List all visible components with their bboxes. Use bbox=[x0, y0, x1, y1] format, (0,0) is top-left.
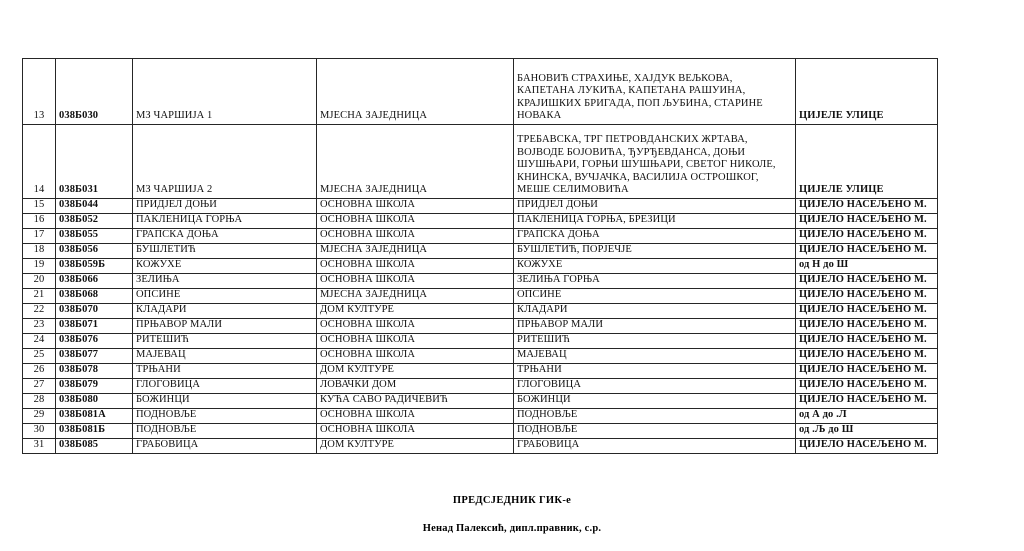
cell-name: КЛАДАРИ bbox=[133, 304, 317, 319]
cell-name: МЗ ЧАРШИЈА 2 bbox=[133, 125, 317, 199]
cell-streets: ОПСИНЕ bbox=[514, 289, 796, 304]
cell-code: 038Б059Б bbox=[56, 259, 133, 274]
cell-name: ЗЕЛИЊА bbox=[133, 274, 317, 289]
cell-name: КОЖУХЕ bbox=[133, 259, 317, 274]
cell-code: 038Б081А bbox=[56, 409, 133, 424]
table-row bbox=[23, 214, 938, 229]
cell-code: 038Б055 bbox=[56, 229, 133, 244]
cell-streets: КОЖУХЕ bbox=[514, 259, 796, 274]
cell-place: ДОМ КУЛТУРЕ bbox=[317, 304, 514, 319]
cell-place: МЈЕСНА ЗАЈЕДНИЦА bbox=[317, 59, 514, 125]
cell-name: РИТЕШИЋ bbox=[133, 334, 317, 349]
footer-signatory: Ненад Палексић, дипл.правник, с.р. bbox=[422, 523, 602, 534]
cell-name: БУШЛЕТИЋ bbox=[133, 244, 317, 259]
cell-place: ОСНОВНА ШКОЛА bbox=[317, 199, 514, 214]
cell-place: ДОМ КУЛТУРЕ bbox=[317, 439, 514, 454]
cell-place: ЛОВАЧКИ ДОМ bbox=[317, 379, 514, 394]
table-row bbox=[23, 394, 938, 409]
table-row bbox=[23, 349, 938, 364]
cell-code: 038Б066 bbox=[56, 274, 133, 289]
cell-name: ПАКЛЕНИЦА ГОРЊА bbox=[133, 214, 317, 229]
cell-name: ГРАПСКА ДОЊА bbox=[133, 229, 317, 244]
cell-streets: ТРЊАНИ bbox=[514, 364, 796, 379]
table-row bbox=[23, 199, 938, 214]
table-body bbox=[23, 59, 938, 454]
cell-place: ОСНОВНА ШКОЛА bbox=[317, 409, 514, 424]
cell-scope: ЦИЈЕЛО НАСЕЉЕНО М. bbox=[796, 364, 938, 379]
cell-scope: ЦИЈЕЛЕ УЛИЦЕ bbox=[796, 59, 938, 125]
cell-scope: ЦИЈЕЛО НАСЕЉЕНО М. bbox=[796, 289, 938, 304]
cell-scope: ЦИЈЕЛО НАСЕЉЕНО М. bbox=[796, 394, 938, 409]
cell-code: 038Б070 bbox=[56, 304, 133, 319]
cell-num: 13 bbox=[23, 59, 56, 125]
cell-num: 21 bbox=[23, 289, 56, 304]
cell-name: ПРЊАВОР МАЛИ bbox=[133, 319, 317, 334]
cell-num: 18 bbox=[23, 244, 56, 259]
cell-num: 17 bbox=[23, 229, 56, 244]
cell-num: 23 bbox=[23, 319, 56, 334]
cell-name: ТРЊАНИ bbox=[133, 364, 317, 379]
cell-code: 038Б081Б bbox=[56, 424, 133, 439]
table-row bbox=[23, 334, 938, 349]
cell-streets: БАНОВИЋ СТРАХИЊЕ, ХАЈДУК ВЕЉКОВА, КАПЕТАНА ЛУКИЋА, КАПЕТАНА РАШУИНА, КРАЈИШКИХ БРИГАДА, ПОП ЉУБИНА, СТАРИНЕ НОВАКА bbox=[514, 59, 796, 125]
cell-place: МЈЕСНА ЗАЈЕДНИЦА bbox=[317, 289, 514, 304]
cell-place: МЈЕСНА ЗАЈЕДНИЦА bbox=[317, 244, 514, 259]
cell-code: 038Б056 bbox=[56, 244, 133, 259]
cell-scope: ЦИЈЕЛО НАСЕЉЕНО М. bbox=[796, 199, 938, 214]
cell-scope: од .Љ до Ш bbox=[796, 424, 938, 439]
cell-streets: БОЖИНЦИ bbox=[514, 394, 796, 409]
table-row bbox=[23, 379, 938, 394]
table-row bbox=[23, 59, 938, 125]
cell-num: 20 bbox=[23, 274, 56, 289]
cell-num: 24 bbox=[23, 334, 56, 349]
table-row bbox=[23, 229, 938, 244]
cell-place: КУЋА САВО РАДИЧЕВИЋ bbox=[317, 394, 514, 409]
cell-streets: ЗЕЛИЊА ГОРЊА bbox=[514, 274, 796, 289]
cell-name: ПРИДЈЕЛ ДОЊИ bbox=[133, 199, 317, 214]
cell-scope: од А до .Л bbox=[796, 409, 938, 424]
cell-streets: ГЛОГОВИЦА bbox=[514, 379, 796, 394]
cell-code: 038Б076 bbox=[56, 334, 133, 349]
cell-streets: ТРЕБАВСКА, ТРГ ПЕТРОВДАНСКИХ ЖРТАВА, ВОЈВОДЕ БОЈОВИЋА, ЂУРЂЕВДАНСА, ДОЊИ ШУШЊАРИ, ГОРЊИ ШУШЊАРИ, СВЕТОГ НИКОЛЕ, КНИНСКА, ВУЧЈАЧКА, ВАСИЛИЈА ОСТРОШКОГ, МЕШЕ СЕЛИМОВИЋА bbox=[514, 125, 796, 199]
cell-streets: ПОДНОВЉЕ bbox=[514, 409, 796, 424]
table-row bbox=[23, 259, 938, 274]
cell-name: ГЛОГОВИЦА bbox=[133, 379, 317, 394]
cell-streets: ПАКЛЕНИЦА ГОРЊА, БРЕЗИЦИ bbox=[514, 214, 796, 229]
cell-streets: МАЈЕВАЦ bbox=[514, 349, 796, 364]
cell-scope: ЦИЈЕЛО НАСЕЉЕНО М. bbox=[796, 439, 938, 454]
cell-name: БОЖИНЦИ bbox=[133, 394, 317, 409]
cell-code: 038Б071 bbox=[56, 319, 133, 334]
cell-place: ОСНОВНА ШКОЛА bbox=[317, 319, 514, 334]
cell-streets: ПРИДЈЕЛ ДОЊИ bbox=[514, 199, 796, 214]
cell-scope: ЦИЈЕЛО НАСЕЉЕНО М. bbox=[796, 349, 938, 364]
cell-streets: ПРЊАВОР МАЛИ bbox=[514, 319, 796, 334]
cell-num: 28 bbox=[23, 394, 56, 409]
cell-code: 038Б052 bbox=[56, 214, 133, 229]
cell-scope: ЦИЈЕЛО НАСЕЉЕНО М. bbox=[796, 379, 938, 394]
cell-num: 15 bbox=[23, 199, 56, 214]
table-row bbox=[23, 439, 938, 454]
cell-scope: ЦИЈЕЛО НАСЕЉЕНО М. bbox=[796, 229, 938, 244]
cell-place: ОСНОВНА ШКОЛА bbox=[317, 214, 514, 229]
cell-streets: РИТЕШИЋ bbox=[514, 334, 796, 349]
cell-code: 038Б044 bbox=[56, 199, 133, 214]
cell-scope: ЦИЈЕЛО НАСЕЉЕНО М. bbox=[796, 304, 938, 319]
cell-code: 038Б031 bbox=[56, 125, 133, 199]
table-row bbox=[23, 424, 938, 439]
table-row bbox=[23, 409, 938, 424]
cell-place: ОСНОВНА ШКОЛА bbox=[317, 424, 514, 439]
table-row bbox=[23, 304, 938, 319]
cell-num: 22 bbox=[23, 304, 56, 319]
table-row bbox=[23, 364, 938, 379]
cell-streets: КЛАДАРИ bbox=[514, 304, 796, 319]
cell-place: ОСНОВНА ШКОЛА bbox=[317, 349, 514, 364]
cell-num: 30 bbox=[23, 424, 56, 439]
cell-name: МАЈЕВАЦ bbox=[133, 349, 317, 364]
cell-streets: ГРАБОВИЦА bbox=[514, 439, 796, 454]
cell-name: МЗ ЧАРШИЈА 1 bbox=[133, 59, 317, 125]
cell-scope: ЦИЈЕЛО НАСЕЉЕНО М. bbox=[796, 274, 938, 289]
cell-num: 29 bbox=[23, 409, 56, 424]
cell-num: 27 bbox=[23, 379, 56, 394]
polling-stations-table bbox=[22, 58, 938, 454]
table-row bbox=[23, 274, 938, 289]
cell-scope: ЦИЈЕЛО НАСЕЉЕНО М. bbox=[796, 214, 938, 229]
table-row bbox=[23, 289, 938, 304]
table-row bbox=[23, 244, 938, 259]
cell-code: 038Б080 bbox=[56, 394, 133, 409]
cell-num: 16 bbox=[23, 214, 56, 229]
cell-name: ПОДНОВЉЕ bbox=[133, 409, 317, 424]
cell-place: ДОМ КУЛТУРЕ bbox=[317, 364, 514, 379]
cell-place: МЈЕСНА ЗАЈЕДНИЦА bbox=[317, 125, 514, 199]
table-row bbox=[23, 319, 938, 334]
cell-place: ОСНОВНА ШКОЛА bbox=[317, 229, 514, 244]
cell-place: ОСНОВНА ШКОЛА bbox=[317, 274, 514, 289]
cell-code: 038Б068 bbox=[56, 289, 133, 304]
cell-num: 14 bbox=[23, 125, 56, 199]
cell-code: 038Б078 bbox=[56, 364, 133, 379]
cell-streets: БУШЛЕТИЋ, ПОРЈЕЧЈЕ bbox=[514, 244, 796, 259]
cell-num: 19 bbox=[23, 259, 56, 274]
cell-name: ПОДНОВЉЕ bbox=[133, 424, 317, 439]
cell-scope: ЦИЈЕЛО НАСЕЉЕНО М. bbox=[796, 319, 938, 334]
cell-scope: ЦИЈЕЛО НАСЕЉЕНО М. bbox=[796, 334, 938, 349]
cell-scope: ЦИЈЕЛЕ УЛИЦЕ bbox=[796, 125, 938, 199]
cell-scope: од Н до Ш bbox=[796, 259, 938, 274]
table-row bbox=[23, 125, 938, 199]
cell-num: 25 bbox=[23, 349, 56, 364]
cell-scope: ЦИЈЕЛО НАСЕЉЕНО М. bbox=[796, 244, 938, 259]
cell-num: 31 bbox=[23, 439, 56, 454]
cell-code: 038Б085 bbox=[56, 439, 133, 454]
cell-code: 038Б079 bbox=[56, 379, 133, 394]
cell-code: 038Б030 bbox=[56, 59, 133, 125]
cell-code: 038Б077 bbox=[56, 349, 133, 364]
cell-place: ОСНОВНА ШКОЛА bbox=[317, 334, 514, 349]
cell-num: 26 bbox=[23, 364, 56, 379]
cell-name: ГРАБОВИЦА bbox=[133, 439, 317, 454]
cell-streets: ПОДНОВЉЕ bbox=[514, 424, 796, 439]
cell-name: ОПСИНЕ bbox=[133, 289, 317, 304]
footer-title: ПРЕДСЈЕДНИК ГИК-е bbox=[452, 495, 572, 506]
cell-place: ОСНОВНА ШКОЛА bbox=[317, 259, 514, 274]
cell-streets: ГРАПСКА ДОЊА bbox=[514, 229, 796, 244]
